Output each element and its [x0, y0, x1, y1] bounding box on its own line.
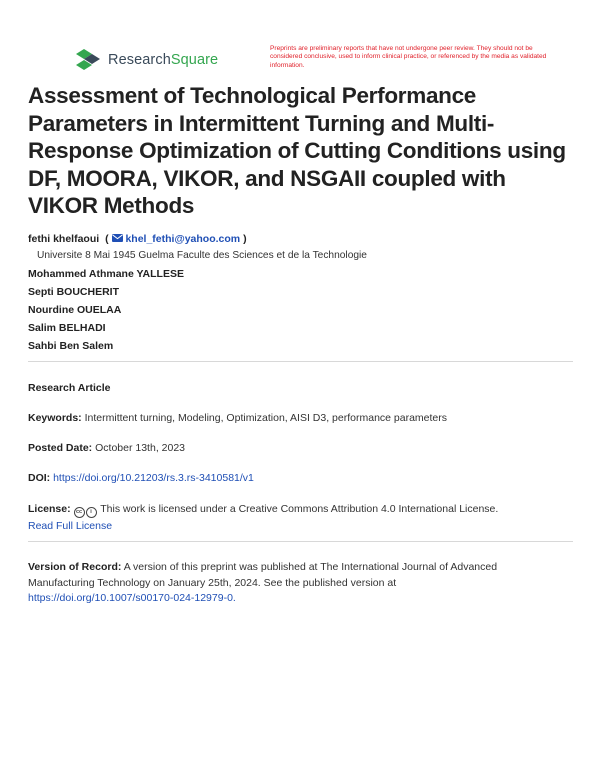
- article-type: Research Article: [28, 382, 111, 394]
- research-square-logo-icon: [74, 48, 102, 72]
- posted-date-label: Posted Date:: [28, 442, 93, 454]
- envelope-icon: [112, 234, 123, 242]
- paper-title: Assessment of Technological Performance Parameters in Intermittent Turning and Multi-Response Optimization of Cutting Conditions using DF, MOORA, VIKOR, and NSGAII coupled with VIKOR Methods: [28, 83, 566, 218]
- author-name: Mohammed Athmane YALLESE: [28, 268, 184, 280]
- read-full-license-link[interactable]: Read Full License: [28, 520, 113, 532]
- keywords: [28, 412, 447, 424]
- author-name: Sahbi Ben Salem: [28, 340, 114, 352]
- license-text: This work is licensed under a Creative Commons Attribution 4.0 International License.: [100, 503, 499, 515]
- logo-text-square: Square: [170, 52, 219, 68]
- posted-date-value: October 13th, 2023: [95, 442, 186, 454]
- version-of-record: [28, 560, 558, 607]
- posted-date: [28, 442, 185, 454]
- keywords-label: Keywords:: [28, 412, 82, 424]
- license-label: License:: [28, 503, 71, 515]
- vor-text: A version of this preprint was published at The International Journal of Advanced Manufacturing Technology on January 25th, 2024. See the published version at: [28, 561, 498, 589]
- creative-commons-icon: cc: [74, 507, 85, 518]
- author-name: Salim BELHADI: [28, 322, 106, 334]
- divider: [28, 541, 573, 542]
- preprint-notice: Preprints are preliminary reports that have not undergone peer review. They should not be considered conclusive, used to inform clinical practice, or referenced by the media as validated information.: [270, 45, 547, 69]
- divider: [28, 361, 573, 362]
- doi: [28, 472, 254, 484]
- author-name: Septi BOUCHERIT: [28, 286, 120, 298]
- research-square-logo[interactable]: [74, 48, 218, 72]
- attribution-icon: i: [86, 507, 97, 518]
- vor-link[interactable]: https://doi.org/10.1007/s00170-024-12979-0.: [28, 592, 236, 605]
- keywords-value: Intermittent turning, Modeling, Optimization, AISI D3, performance parameters: [84, 412, 448, 424]
- author-email-link[interactable]: khel_fethi@yahoo.com: [112, 233, 244, 245]
- author-affiliation: Universite 8 Mai 1945 Guelma Faculte des Sciences et de la Technologie: [37, 250, 367, 261]
- logo-text-research: Research: [108, 52, 171, 68]
- doi-label: DOI:: [28, 472, 51, 484]
- corresponding-author: fethi khelfaoui ( khel_fethi@yahoo.com ): [28, 233, 247, 245]
- license: [28, 501, 498, 534]
- author-name: Nourdine OUELAA: [28, 304, 122, 316]
- vor-label: Version of Record:: [28, 561, 122, 573]
- doi-link[interactable]: https://doi.org/10.21203/rs.3.rs-3410581/v1: [53, 472, 254, 484]
- author-name: fethi khelfaoui: [28, 233, 100, 245]
